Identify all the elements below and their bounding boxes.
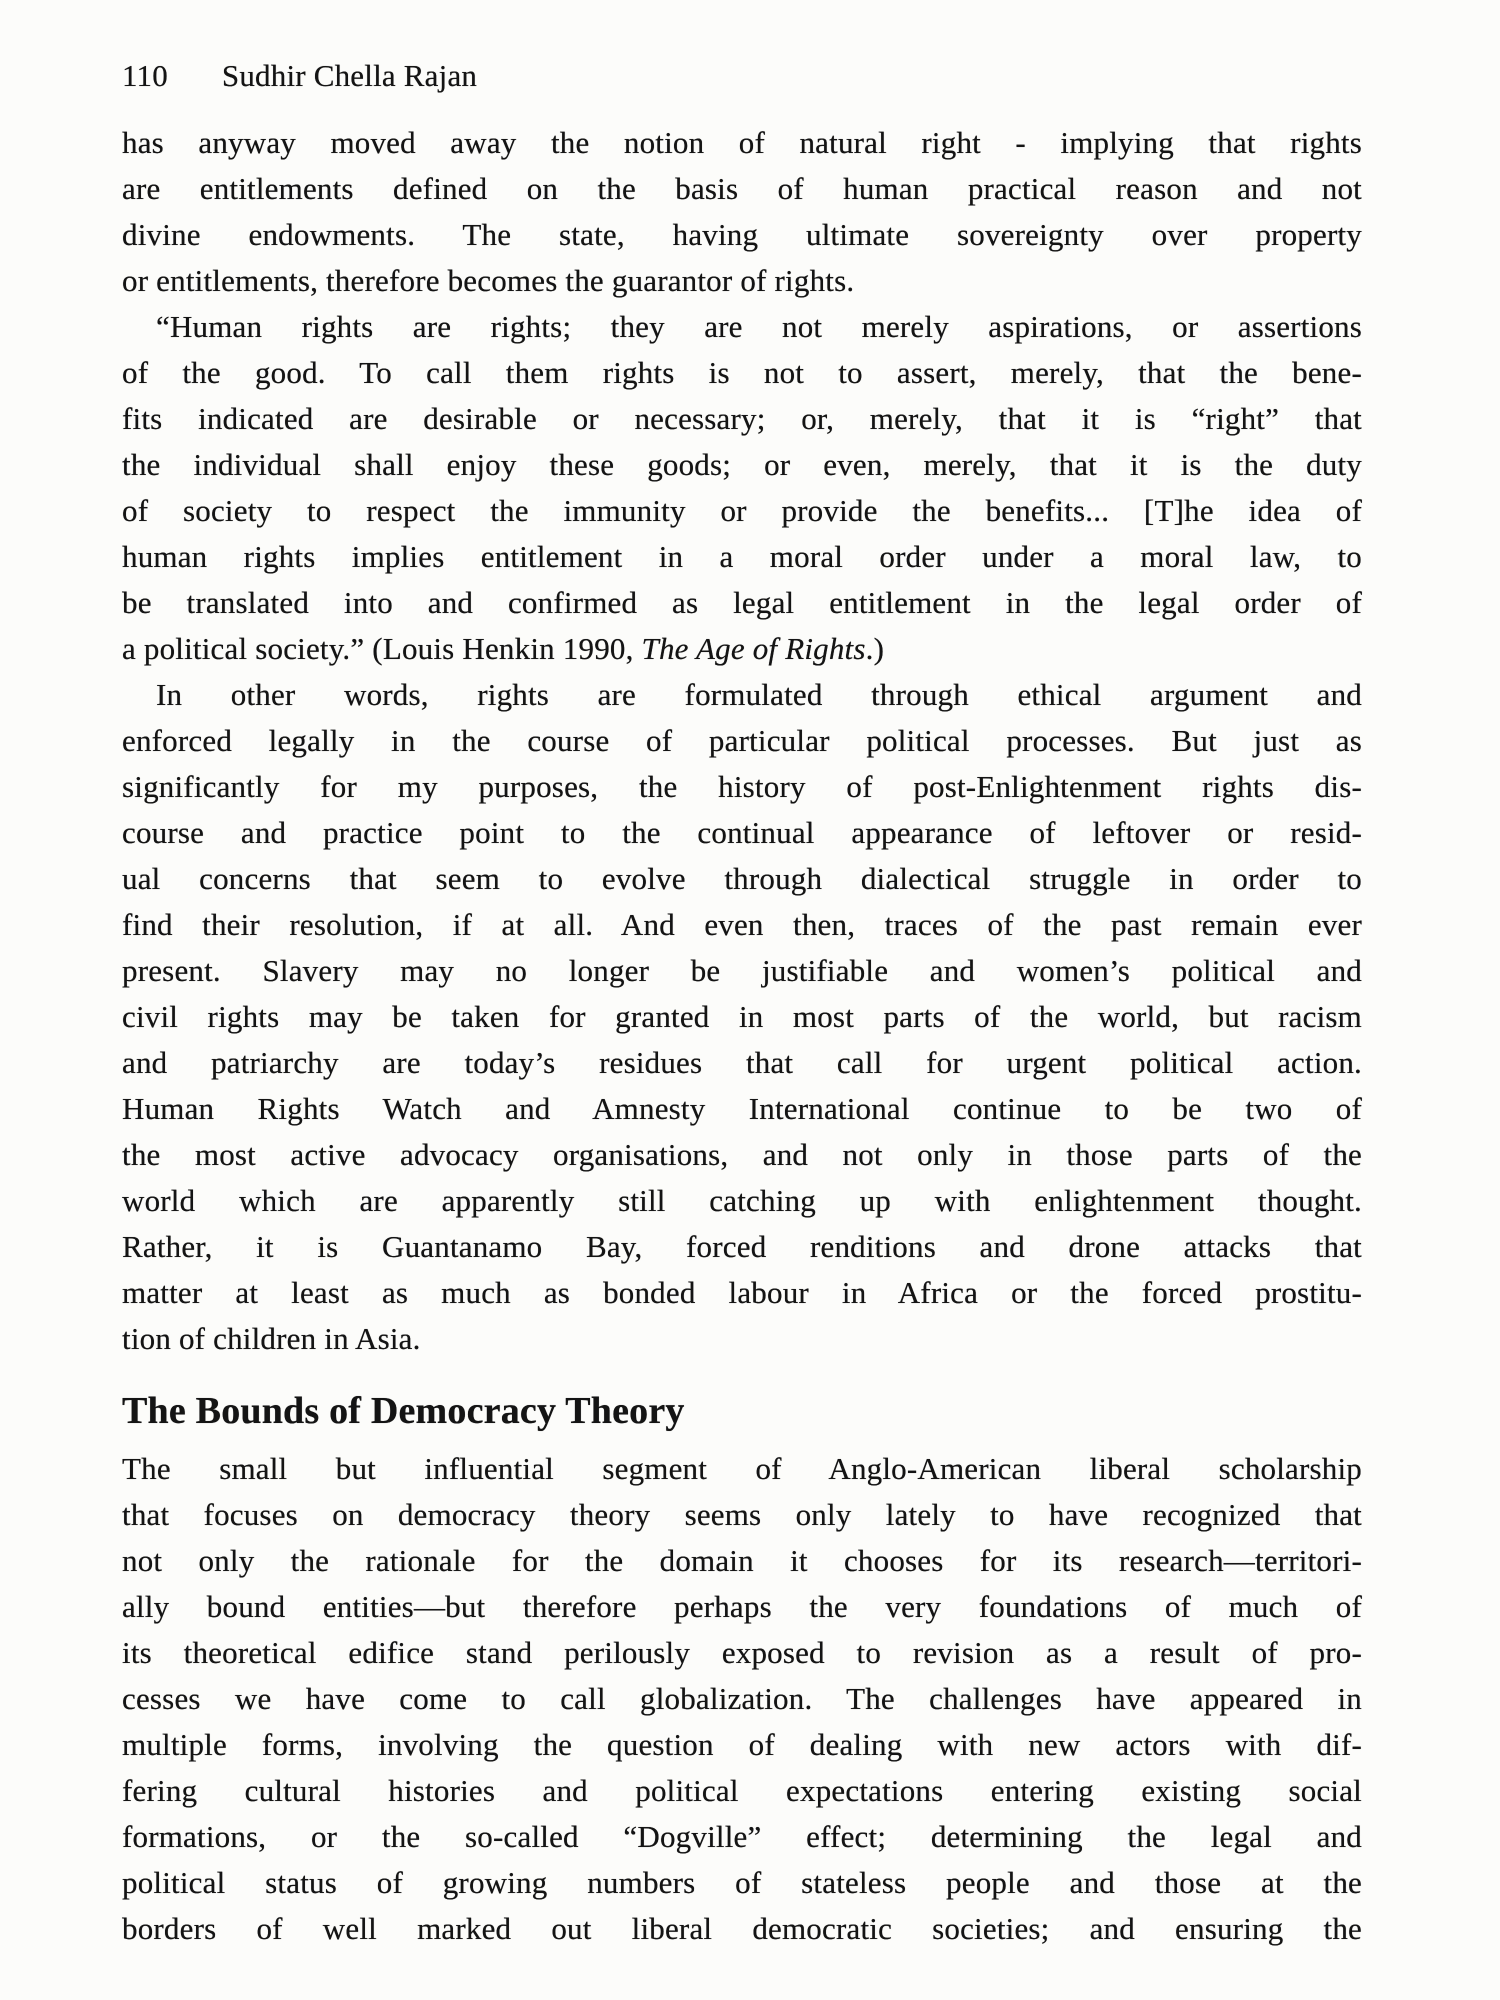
paragraph <box>122 672 1362 1362</box>
text-line: borders of well marked out liberal democratic societies; and ensuring the <box>122 1911 1362 1946</box>
text-line: that focuses on democracy theory seems only lately to have recognized that <box>122 1497 1362 1532</box>
text-line: significantly for my purposes, the history of post-Enlightenment rights dis- <box>122 769 1362 804</box>
text-line: enforced legally in the course of particular political processes. But just as <box>122 723 1362 758</box>
text-line: find their resolution, if at all. And even then, traces of the past remain ever <box>122 907 1362 942</box>
text-line: of the good. To call them rights is not to assert, merely, that the bene- <box>122 355 1362 390</box>
text-line: has anyway moved away the notion of natural right - implying that rights <box>122 125 1362 160</box>
text-line: ally bound entities—but therefore perhaps the very foundations of much of <box>122 1589 1362 1624</box>
text-line: of society to respect the immunity or provide the benefits... [T]he idea of <box>122 493 1362 528</box>
text-line: cesses we have come to call globalization. The challenges have appeared in <box>122 1681 1362 1716</box>
text-line: fering cultural histories and political expectations entering existing social <box>122 1773 1362 1808</box>
text-line: the most active advocacy organisations, and not only in those parts of the <box>122 1137 1362 1172</box>
text-line: not only the rationale for the domain it chooses for its research—territori- <box>122 1543 1362 1578</box>
text-line: present. Slavery may no longer be justifiable and women’s political and <box>122 953 1362 988</box>
text-line: fits indicated are desirable or necessary; or, merely, that it is “right” that <box>122 401 1362 436</box>
text-line: Rather, it is Guantanamo Bay, forced renditions and drone attacks that <box>122 1229 1362 1264</box>
text-line: course and practice point to the continual appearance of leftover or resid- <box>122 815 1362 850</box>
text-line: In other words, rights are formulated through ethical argument and <box>156 677 1362 712</box>
text-line: matter at least as much as bonded labour in Africa or the forced prostitu- <box>122 1275 1362 1310</box>
text-line: world which are apparently still catching up with enlightenment thought. <box>122 1183 1362 1218</box>
text-line: civil rights may be taken for granted in most parts of the world, but racism <box>122 999 1362 1034</box>
paragraph <box>122 304 1362 672</box>
page-number: 110 <box>122 58 168 93</box>
text-line: divine endowments. The state, having ultimate sovereignty over property <box>122 217 1362 252</box>
text-line: a political society.” (Louis Henkin 1990, The Age of Rights.) <box>122 631 885 666</box>
text-line: political status of growing numbers of stateless people and those at the <box>122 1865 1362 1900</box>
running-head-author: Sudhir Chella Rajan <box>221 58 478 93</box>
italic-book-title: The Age of Rights <box>641 631 866 666</box>
text-line: its theoretical edifice stand perilously exposed to revision as a result of pro- <box>122 1635 1362 1670</box>
text-line: “Human rights are rights; they are not merely aspirations, or assertions <box>156 309 1362 344</box>
text-line: Human Rights Watch and Amnesty International continue to be two of <box>122 1091 1362 1126</box>
paragraph <box>122 1446 1362 1952</box>
page-body <box>122 120 1362 1952</box>
text-line: formations, or the so-called “Dogville” effect; determining the legal and <box>122 1819 1362 1854</box>
text-line: The small but influential segment of Anglo-American liberal scholarship <box>122 1451 1362 1486</box>
text-line: ual concerns that seem to evolve through dialectical struggle in order to <box>122 861 1362 896</box>
page-header <box>122 58 477 94</box>
text-line: are entitlements defined on the basis of human practical reason and not <box>122 171 1362 206</box>
text-line: or entitlements, therefore becomes the guarantor of rights. <box>122 263 855 298</box>
text-line: human rights implies entitlement in a moral order under a moral law, to <box>122 539 1362 574</box>
text-line: the individual shall enjoy these goods; or even, merely, that it is the duty <box>122 447 1362 482</box>
text-line: multiple forms, involving the question of dealing with new actors with dif- <box>122 1727 1362 1762</box>
text-line: and patriarchy are today’s residues that call for urgent political action. <box>122 1045 1362 1080</box>
paragraph <box>122 120 1362 304</box>
text-line: be translated into and confirmed as legal entitlement in the legal order of <box>122 585 1362 620</box>
section-heading: The Bounds of Democracy Theory <box>122 1390 685 1432</box>
text-line: tion of children in Asia. <box>122 1321 421 1356</box>
